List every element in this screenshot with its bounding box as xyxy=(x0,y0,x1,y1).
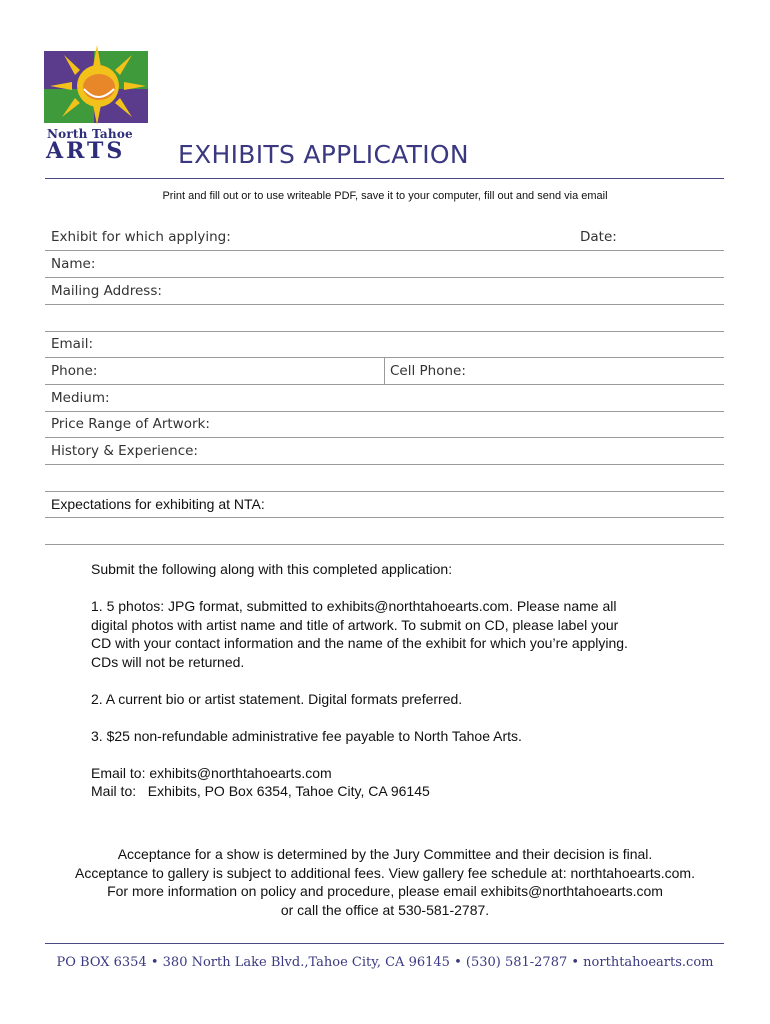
acceptance-line1: Acceptance for a show is determined by the Jury Committee and their decision is final. xyxy=(117,846,653,862)
item1-line4: CDs will not be returned. xyxy=(91,653,245,670)
mailing-address-row-2[interactable] xyxy=(45,305,724,332)
price-range-row[interactable] xyxy=(45,411,724,438)
footer-contact: PO BOX 6354 • 380 North Lake Blvd.,Tahoe City, CA 96145 • (530) 581-2787 • northtahoearts.com xyxy=(56,955,714,970)
sun-logo-icon xyxy=(44,45,150,125)
phone-label: Phone: xyxy=(51,363,98,379)
email-label: Email: xyxy=(51,336,94,352)
logo-north-tahoe: North Tahoe xyxy=(47,127,133,141)
submit-instructions xyxy=(91,560,711,801)
exhibit-label: Exhibit for which applying: xyxy=(51,229,231,245)
name-label: Name: xyxy=(51,256,96,272)
medium-row[interactable] xyxy=(45,385,724,412)
history-row-2[interactable] xyxy=(45,465,724,492)
item3: 3. $25 non-refundable administrative fee payable to North Tahoe Arts. xyxy=(91,727,522,744)
exhibit-row[interactable] xyxy=(45,224,724,251)
acceptance-line3: For more information on policy and procedure, please email exhibits@northtahoearts.com xyxy=(107,883,663,899)
item1-line1: 1. 5 photos: JPG format, submitted to exhibits@northtahoearts.com. Please name all xyxy=(91,598,617,614)
cell-phone-label: Cell Phone: xyxy=(390,363,466,379)
instructions-text: Print and fill out or to use writeable PDF, save it to your computer, fill out and send via email xyxy=(162,190,608,202)
submit-heading: Submit the following along with this completed application: xyxy=(91,561,453,577)
acceptance-line2: Acceptance to gallery is subject to additional fees. View gallery fee schedule at: northtahoearts.com. xyxy=(75,864,695,881)
acceptance-notice xyxy=(0,845,770,919)
page-title: EXHIBITS APPLICATION xyxy=(178,140,469,169)
email-row[interactable] xyxy=(45,331,724,358)
item1-line2: digital photos with artist name and title of artwork. To submit on CD, please label your xyxy=(91,616,619,633)
email-to: Email to: exhibits@northtahoearts.com xyxy=(91,764,332,781)
phone-divider xyxy=(384,358,385,384)
header-divider xyxy=(45,178,724,179)
mailing-address-row[interactable] xyxy=(45,278,724,305)
medium-label: Medium: xyxy=(51,390,110,406)
price-range-label: Price Range of Artwork: xyxy=(51,416,210,432)
item1-line3: CD with your contact information and the name of the exhibit for which you’re applying. xyxy=(91,635,628,651)
mailing-address-label: Mailing Address: xyxy=(51,283,162,299)
history-label: History & Experience: xyxy=(51,443,198,459)
expectations-row-2[interactable] xyxy=(45,518,724,545)
footer-divider xyxy=(45,943,724,944)
expectations-row[interactable] xyxy=(45,491,724,518)
mail-to: Mail to: Exhibits, PO Box 6354, Tahoe City, CA 96145 xyxy=(91,783,430,799)
date-label: Date: xyxy=(580,229,617,245)
item2: 2. A current bio or artist statement. Digital formats preferred. xyxy=(91,690,463,707)
history-row[interactable] xyxy=(45,438,724,465)
acceptance-line4: or call the office at 530-581-2787. xyxy=(280,901,490,918)
expectations-label: Expectations for exhibiting at NTA: xyxy=(51,496,265,512)
north-tahoe-arts-logo xyxy=(44,45,150,165)
logo-arts: ARTS xyxy=(46,138,126,164)
name-row[interactable] xyxy=(45,251,724,278)
phone-row[interactable] xyxy=(45,358,724,385)
